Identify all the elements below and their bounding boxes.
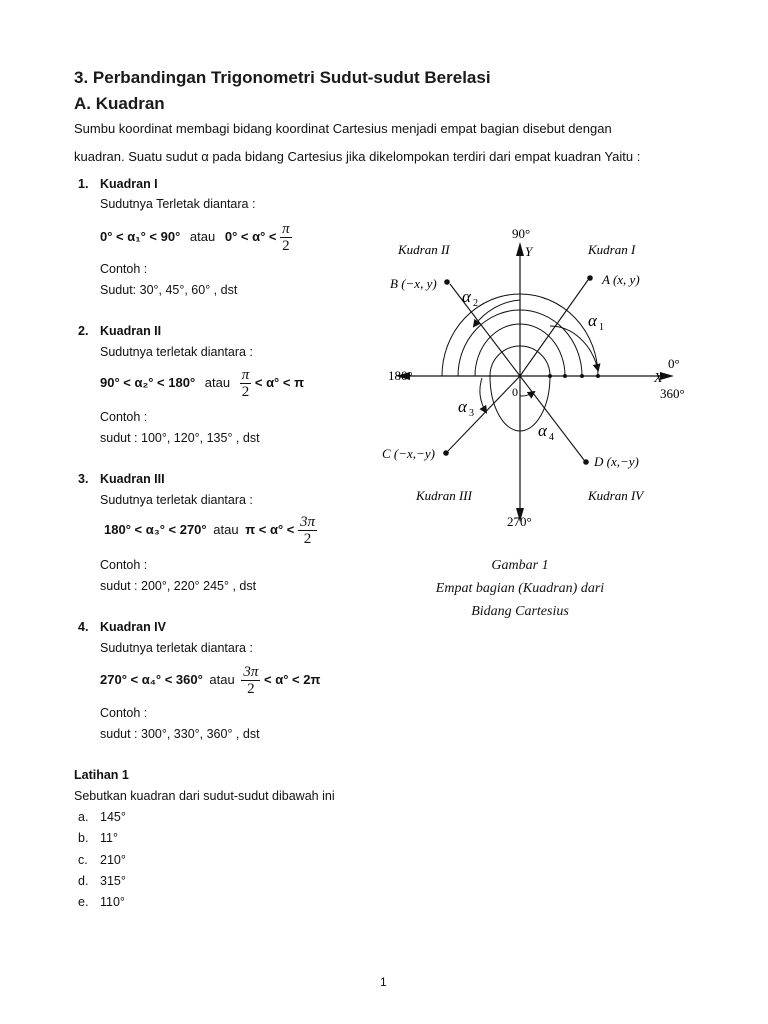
quadrant-1-frac-den: 2 <box>280 237 292 254</box>
label-alpha-1: α <box>588 311 597 330</box>
arc-alpha-3-arrow <box>480 378 486 412</box>
label-alpha-2-sub: 2 <box>473 298 478 309</box>
quadrant-3-formula-deg: 180° < α₃° < 270° <box>104 521 207 537</box>
exercise-item-value: 210° <box>100 853 126 867</box>
point-a-dot <box>587 275 593 281</box>
figure-caption-line-3: Bidang Cartesius <box>471 604 569 619</box>
quadrant-3-frac-den: 2 <box>298 530 317 547</box>
page-number: 1 <box>380 975 387 989</box>
quadrant-2-title: Kuadran II <box>100 324 162 338</box>
quadrant-1-example-values: Sudut: 30°, 45°, 60° , dst <box>100 283 238 297</box>
quadrant-2-number: 2. <box>78 324 89 338</box>
quadrant-3-number: 3. <box>78 472 89 486</box>
label-point-b: B (−x, y) <box>390 276 437 291</box>
quadrant-1-title: Kuadran I <box>100 177 158 191</box>
label-360: 360° <box>660 386 685 401</box>
quadrant-4-formula-deg: 270° < α₄° < 360° <box>100 671 203 687</box>
tick-dot <box>596 374 600 378</box>
quadrant-3-range-label: Sudutnya terletak diantara : <box>100 493 253 507</box>
figure-caption-line-2: Empat bagian (Kuadran) dari <box>435 581 605 596</box>
quadrant-4-formula-rad-right: < α° < 2π <box>264 671 321 687</box>
label-alpha-4: α <box>538 421 547 440</box>
quadrant-4-example-values: sudut : 300°, 330°, 360° , dst <box>100 727 260 741</box>
label-alpha-3-sub: 3 <box>469 408 474 419</box>
label-alpha-2: α <box>462 287 471 306</box>
label-origin: 0 <box>512 385 518 399</box>
exercise-item-label: c. <box>78 853 88 867</box>
label-kuadran-1: Kudran I <box>588 242 636 257</box>
quadrant-1-number: 1. <box>78 177 89 191</box>
quadrant-3-formula <box>104 514 317 547</box>
label-point-a: A (x, y) <box>602 272 640 287</box>
point-c-dot <box>443 450 449 456</box>
cartesian-quadrant-diagram <box>370 218 700 538</box>
label-alpha-1-sub: 1 <box>599 322 604 333</box>
ray-d <box>520 376 584 460</box>
label-kuadran-2: Kudran II <box>398 242 450 257</box>
label-alpha-4-sub: 4 <box>549 432 554 443</box>
quadrant-2-frac-num: π <box>241 367 250 383</box>
arc-alpha-4-arrow <box>520 392 534 396</box>
point-b-dot <box>444 279 450 285</box>
quadrant-2-example-label: Contoh : <box>100 410 148 424</box>
intro-line-2: kuadran. Suatu sudut α pada bidang Cartesius jika dikelompokan terdiri dari empat kuadran Yaitu : <box>74 149 641 164</box>
quadrant-2-frac-den: 2 <box>240 383 252 400</box>
quadrant-2-fraction <box>240 367 252 400</box>
quadrant-4-fraction <box>241 664 260 697</box>
quadrant-1-formula <box>100 221 292 254</box>
exercise-item-value: 11° <box>100 831 118 845</box>
label-90: 90° <box>512 226 531 241</box>
label-180: 180° <box>388 368 413 383</box>
label-kuadran-3: Kudran III <box>416 488 472 503</box>
figure-caption-line-1: Gambar 1 <box>491 558 549 573</box>
quadrant-3-frac-num: 3π <box>299 514 315 530</box>
quadrant-2-range-label: Sudutnya terletak diantara : <box>100 345 253 359</box>
quadrant-4-example-label: Contoh : <box>100 706 148 720</box>
quadrant-4-formula <box>100 664 320 697</box>
quadrant-3-atau: atau <box>213 521 239 537</box>
point-d-dot <box>583 459 589 465</box>
quadrant-4-frac-den: 2 <box>241 680 260 697</box>
label-y: Y <box>525 244 533 259</box>
tick-dot <box>580 374 584 378</box>
quadrant-1-fraction <box>280 221 292 254</box>
arc-alpha-1-arrow <box>550 326 598 370</box>
label-x: X <box>654 371 663 386</box>
quadrant-3-formula-rad-left: π < α° < <box>245 521 295 537</box>
label-0: 0° <box>668 356 680 371</box>
quadrant-2-example-values: sudut : 100°, 120°, 135° , dst <box>100 431 260 445</box>
exercise-item-label: d. <box>78 874 89 888</box>
quadrant-2-formula-rad-right: < α° < π <box>254 374 305 390</box>
exercise-item-label: e. <box>78 895 89 909</box>
quadrant-3-fraction <box>298 514 317 547</box>
exercise-item-value: 145° <box>100 810 126 824</box>
quadrant-2-formula <box>100 367 304 400</box>
quadrant-3-example-values: sudut : 200°, 220° 245° , dst <box>100 579 257 593</box>
exercise-prompt: Sebutkan kuadran dari sudut-sudut dibawah ini <box>74 789 335 803</box>
tick-dot <box>548 374 552 378</box>
intro-line-1: Sumbu koordinat membagi bidang koordinat Cartesius menjadi empat bagian disebut dengan <box>74 121 612 136</box>
label-270: 270° <box>507 514 532 529</box>
quadrant-4-atau: atau <box>209 671 235 687</box>
arc-alpha-2-arrow <box>474 300 520 326</box>
exercise-item-value: 110° <box>100 895 125 909</box>
quadrant-4-range-label: Sudutnya terletak diantara : <box>100 641 253 655</box>
label-point-c: C (−x,−y) <box>382 446 435 461</box>
exercise-item-label: b. <box>78 831 89 845</box>
subsection-title: A. Kuadran <box>74 94 165 113</box>
quadrant-1-formula-rad-left: 0° < α° < <box>224 228 277 244</box>
y-axis-arrow-up <box>516 242 524 256</box>
quadrant-1-example-label: Contoh : <box>100 262 148 276</box>
quadrant-3-example-label: Contoh : <box>100 558 148 572</box>
quadrant-4-frac-num: 3π <box>243 664 259 680</box>
exercise-title: Latihan 1 <box>74 768 129 782</box>
label-kuadran-4: Kudran IV <box>588 488 644 503</box>
tick-dot <box>563 374 567 378</box>
quadrant-4-number: 4. <box>78 620 89 634</box>
label-alpha-3: α <box>458 397 467 416</box>
quadrant-2-formula-deg: 90° < α₂° < 180° <box>100 374 196 390</box>
ray-b <box>450 284 520 376</box>
quadrant-1-frac-num: π <box>282 221 290 237</box>
quadrant-1-range-label: Sudutnya Terletak diantara : <box>100 197 256 211</box>
quadrant-2-atau: atau <box>204 374 231 390</box>
exercise-item-label: a. <box>78 810 89 824</box>
section-title: 3. Perbandingan Trigonometri Sudut-sudut Berelasi <box>74 68 491 87</box>
quadrant-1-formula-deg: 0° < α₁° < 90° <box>100 228 181 244</box>
exercise-item-value: 315° <box>100 874 126 888</box>
quadrant-3-title: Kuadran III <box>100 472 165 486</box>
quadrant-4-title: Kuadran IV <box>100 620 166 634</box>
quadrant-1-atau: atau <box>189 228 216 244</box>
label-point-d: D (x,−y) <box>594 454 639 469</box>
